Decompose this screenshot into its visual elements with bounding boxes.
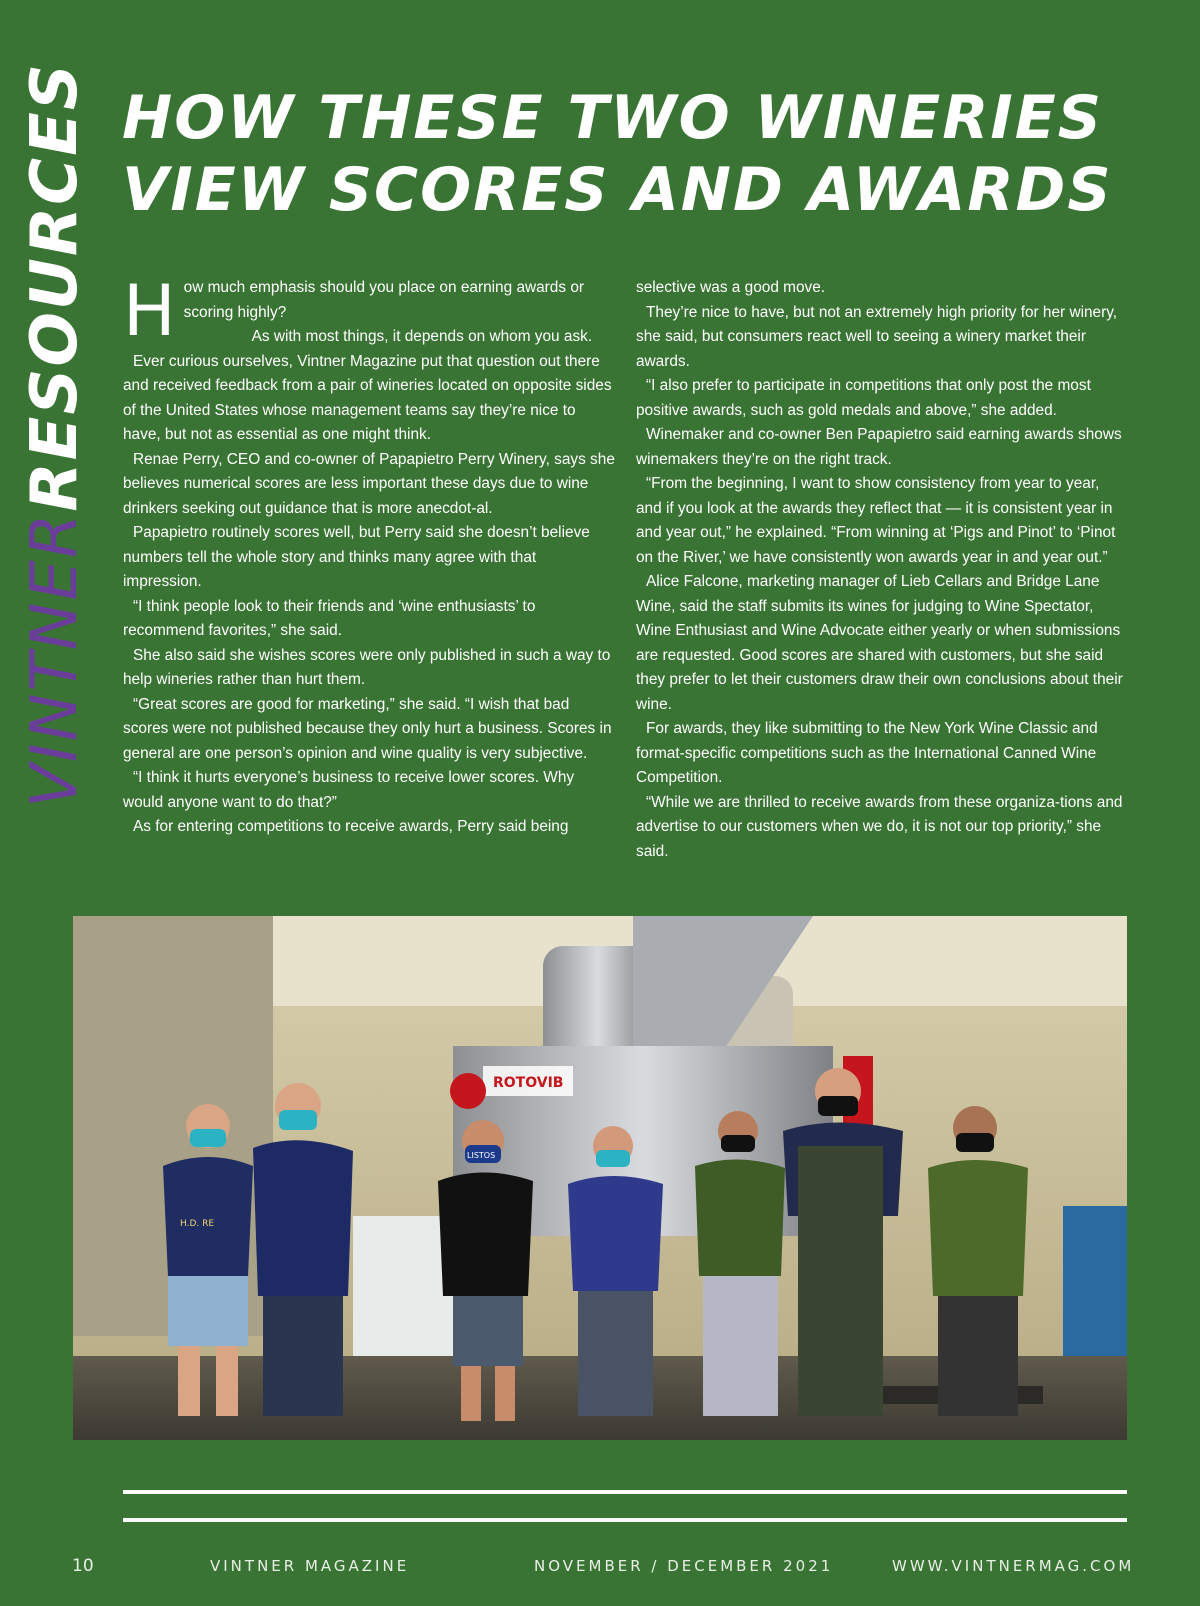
article-paragraph: Winemaker and co-owner Ben Papapietro said earning awards shows winemakers they’re on the right track. xyxy=(636,426,1122,468)
article-headline xyxy=(122,82,1162,226)
article-paragraph: Ever curious ourselves, Vintner Magazine put that question out there and received feedback from a pair of wineries located on opposite sides of the United States whose management teams say they’re nice to have, but not as essential as one might think. xyxy=(123,352,612,443)
section-tag-light: VINTNER xyxy=(18,511,92,808)
issue-date: NOVEMBER / DECEMBER 2021 xyxy=(534,1557,834,1575)
article-paragraph: selective was a good move. xyxy=(636,279,826,296)
article-paragraph: She also said she wishes scores were only published in such a way to help wineries rather than hurt them. xyxy=(123,646,611,688)
article-paragraph: “From the beginning, I want to show consistency from year to year, and if you look at the awards they reflect that — it is consistent year in and year out,” he explained. “From winning at ‘Pigs and Pinot’ to ‘Pinot on the River,’ we have consistently won awards year in and year out.” xyxy=(636,475,1116,566)
headline-line-1: HOW THESE TWO WINERIES xyxy=(122,83,1103,153)
winery-staff-photo xyxy=(73,916,1127,1440)
page-number: 10 xyxy=(72,1556,94,1576)
article-paragraph: “I think people look to their friends and ‘wine enthusiasts’ to recommend favorites,” she said. xyxy=(123,597,536,639)
article-paragraph: As with most things, it depends on whom you ask. xyxy=(251,328,593,345)
machine-label: ROTOVIB xyxy=(493,1075,564,1091)
footer-divider-top xyxy=(123,1490,1127,1494)
article-column-left xyxy=(123,270,615,840)
mask-text: LISTOS xyxy=(467,1151,496,1160)
article-paragraph: Papapietro routinely scores well, but Perry said she doesn’t believe numbers tell the whole story and thinks many agree with that impression. xyxy=(123,524,590,590)
article-paragraph: They’re nice to have, but not an extremely high priority for her winery, she said, but consumers react well to seeing a winery market their awards. xyxy=(636,303,1118,370)
section-tag-text xyxy=(18,62,92,808)
article-column-right xyxy=(636,276,1128,864)
article-paragraph: Alice Falcone, marketing manager of Lieb Cellars and Bridge Lane Wine, said the staff submits its wines for judging to Wine Spectator, Wine Enthusiast and Wine Advocate either yearly or when submissions are requested. Good scores are shared with customers, but she said they prefer to let their customers draw their own conclusions about their wine. xyxy=(636,573,1123,713)
headline-line-2: VIEW SCORES AND AWARDS xyxy=(122,155,1113,225)
footer-divider-bottom xyxy=(123,1518,1127,1522)
article-paragraph: As for entering competitions to receive awards, Perry said being xyxy=(133,818,569,835)
article-paragraph: For awards, they like submitting to the New York Wine Classic and format-specific competitions such as the International Canned Wine Competition. xyxy=(636,720,1098,786)
article-paragraph: “I think it hurts everyone’s business to receive lower scores. Why would anyone want to do that?” xyxy=(123,769,575,811)
article-paragraph: “While we are thrilled to receive awards from these organiza-tions and advertise to our customers when we do, it is not our top priority,” she said. xyxy=(636,793,1123,860)
article-paragraph: “Great scores are good for marketing,” she said. “I wish that bad scores were not published because they only hurt a business. Scores in general are one person’s opinion and wine quality is very subjective. xyxy=(123,695,612,762)
article-paragraph: “I also prefer to participate in competitions that only post the most positive awards, such as gold medals and above,” she added. xyxy=(636,377,1091,419)
section-tag xyxy=(18,28,92,808)
shirt-text: H.D. RE xyxy=(180,1219,215,1229)
section-tag-bold: RESOURCES xyxy=(18,62,92,512)
website-link[interactable]: WWW.VINTNERMAG.COM xyxy=(892,1557,1135,1575)
magazine-name: VINTNER MAGAZINE xyxy=(210,1557,410,1575)
drop-cap: H xyxy=(123,270,176,352)
paragraph-text: ow much emphasis should you place on earning awards or scoring highly? xyxy=(183,279,585,321)
article-paragraph: Renae Perry, CEO and co-owner of Papapietro Perry Winery, says she believes numerical scores are less important these days due to wine drinkers seeking out guidance that is more anecdot-al. xyxy=(123,450,615,517)
